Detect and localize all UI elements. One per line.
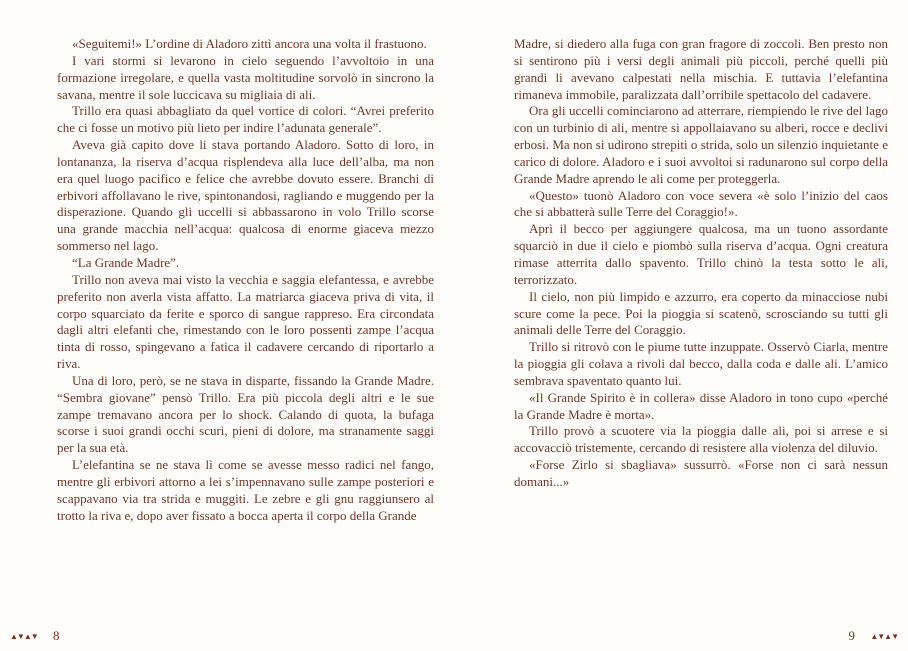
paragraph: Aprì il becco per aggiungere qualcosa, ma un tuono assordante squarciò in due il cielo e piombò sulla riserva d’acqua. Ogni creatura rimase atterrita dallo spavento. Trillo chinò la testa sotto le ali, terrorizzato. — [514, 221, 888, 287]
page-right-text — [514, 36, 888, 491]
paragraph: Una di loro, però, se ne stava in disparte, fissando la Grande Madre. “Sembra giovane” pensò Trillo. Era più piccola degli altri e le sue zampe tremavano ancora per lo shock. Calando di quota, la bufaga scorse i suoi grandi occhi scuri, pieni di dolore, ma stranamente saggi per la sua età. — [57, 372, 434, 456]
paragraph: «Seguitemi!» L’ordine di Aladoro zittì ancora una volta il frastuono. — [72, 36, 427, 51]
paragraph: Trillo non aveva mai visto la vecchia e saggia elefantessa, e avrebbe preferito non averla vista affatto. La matriarca giaceva priva di vita, il corpo squarciato da ferite e sporco di sangue rappreso. Era circondata dagli altri elefanti che, rimestando con le loro possenti zampe l’acqua tinta di rosso, spingevano a fatica il cadavere cercando di riportarlo a riva. — [57, 271, 434, 372]
paragraph: I vari stormi si levarono in cielo seguendo l’avvoltoio in una formazione irregolare, e quella vasta moltitudine sorvolò in sincrono la savana, mentre il sole luccicava su migliaia di ali. — [57, 52, 434, 102]
paragraph: Trillo si ritrovò con le piume tutte inzuppate. Osservò Ciarla, mentre la pioggia gli colava a rivoli dal becco, dalla coda e dalle ali. L’amico sembrava spaventato quanto lui. — [514, 339, 888, 388]
page-number-left: 8 — [53, 628, 60, 643]
paragraph: Trillo provò a scuotere via la pioggia dalle ali, poi si arrese e si accovacciò tristemente, cercando di resistere alla violenza del diluvio. — [514, 423, 888, 456]
corner-ornament-left: ▲▼▲▼ — [10, 632, 38, 641]
paragraph: Trillo era quasi abbagliato da quel vortice di colori. “Avrei preferito che ci fosse un motivo più lieto per indire l’adunata generale”. — [57, 103, 434, 136]
page-left-text — [57, 36, 434, 524]
corner-ornament-right: ▲▼▲▼ — [870, 632, 898, 641]
paragraph: Aveva già capito dove li stava portando Aladoro. Sotto di loro, in lontananza, la riserva d’acqua risplendeva alla luce dell’alba, ma non era quel luogo pacifico e felice che avrebbe dovuto essere. Branchi di erbivori affollavano le rive, spintonandosi, ragliando e muggendo per la disperazione. Quando gli uccelli si abbassarono in volo Trillo scorse una grande macchia nell’acqua: qualcosa di enorme giaceva mezzo sommerso nel lago. — [57, 137, 434, 254]
paragraph: Ora gli uccelli cominciarono ad atterrare, riempiendo le rive del lago con un turbinio di ali, mentre si appollaiavano su alberi, rocce e declivi erbosi. Ma non si udirono strepiti o strida, solo un silenzio inquietante e carico di dolore. Aladoro e i suoi avvoltoi si radunarono sul corpo della Grande Madre aprendo le ali come per proteggerla. — [514, 103, 888, 186]
paragraph: «Questo» tuonò Aladoro con voce severa «è solo l’inizio del caos che si abbatterà sulle Terre del Coraggio!». — [514, 187, 888, 220]
page-number-right: 9 — [848, 628, 855, 643]
paragraph: Il cielo, non più limpido e azzurro, era coperto da minacciose nubi scure come la pece. Poi la pioggia si scatenò, scrosciando su tutti gli animali delle Terre del Coraggio. — [514, 288, 888, 338]
paragraph: «Il Grande Spirito è in collera» disse Aladoro in tono cupo «perché la Grande Madre è morta». — [514, 389, 888, 422]
paragraph: “La Grande Madre”. — [72, 254, 180, 270]
paragraph: Madre, si diedero alla fuga con gran fragore di zoccoli. Ben presto non si sentirono più i versi degli animali più piccoli, perché quelli più grandi li avevano calpestati nella mischia. E tuttavia l’elefantina rimaneva immobile, paralizzata dall’orribile spettacolo del cadavere. — [514, 36, 888, 102]
paragraph: «Forse Zirlo si sbagliava» sussurrò. «Forse non ci sarà nessun domani...» — [514, 457, 888, 489]
paragraph: L’elefantina se ne stava lì come se avesse messo radici nel fango, mentre gli erbivori attorno a lei s’impennavano sulle zampe posteriori e scappavano via tra strida e muggiti. Le zebre e gli gnu raggiunsero al trotto la riva e, dopo aver fissato a bocca aperta il corpo della Grande — [57, 457, 434, 523]
